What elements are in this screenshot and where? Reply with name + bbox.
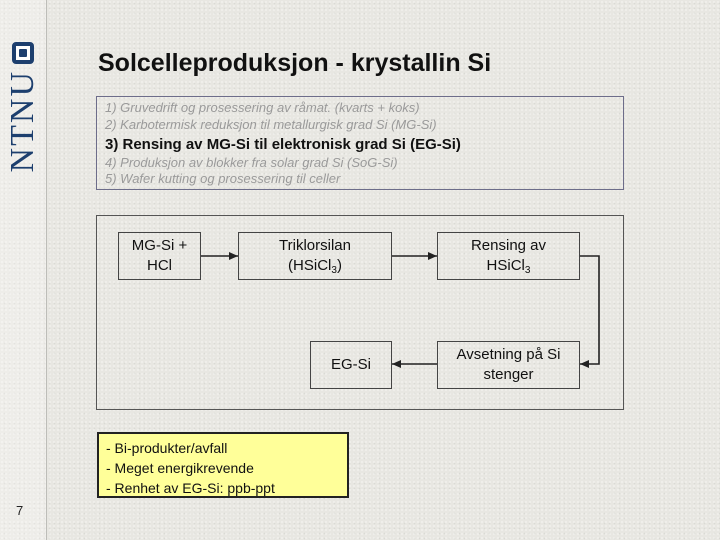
step-3-current: 3) Rensing av MG-Si til elektronisk grad Si (EG-Si)	[105, 136, 461, 153]
slide-title: Solcelleproduksjon - krystallin Si	[98, 49, 492, 77]
logo-text: NTNU	[4, 69, 41, 172]
note-line-byproducts: - Bi-produkter/avfall	[106, 440, 228, 456]
node-rensing-formula: HSiCl	[486, 257, 525, 274]
step-1: 1) Gruvedrift og prosessering av råmat. (kvarts + koks)	[105, 100, 420, 115]
node-mgsi-hcl	[118, 232, 201, 280]
node-avsetning-line2: stenger	[483, 366, 534, 383]
note-line-energy: - Meget energikrevende	[106, 460, 254, 476]
node-mgsi-line1: MG-Si +	[131, 237, 188, 254]
node-avsetning	[437, 341, 580, 389]
node-avsetning-line1: Avsetning på Si	[456, 346, 561, 363]
node-egsi-label: EG-Si	[330, 356, 371, 373]
node-triklorsilan-formula-end: )	[336, 257, 342, 274]
node-egsi	[310, 341, 392, 389]
step-5: 5) Wafer kutting og prosessering til celler	[105, 171, 341, 186]
note-line-purity: - Renhet av EG-Si: ppb-ppt	[106, 480, 275, 496]
node-triklorsilan-line1: Triklorsilan	[279, 237, 351, 254]
arrow-rensing-to-avsetning	[580, 256, 599, 364]
step-4: 4) Produksjon av blokker fra solar grad Si (SoG-Si)	[105, 155, 398, 170]
node-rensing	[437, 232, 580, 280]
notes-box	[97, 432, 349, 498]
step-2: 2) Karbotermisk reduksjon til metallurgisk grad Si (MG-Si)	[105, 117, 437, 132]
node-rensing-line1: Rensing av	[470, 237, 547, 254]
page-number: 7	[16, 503, 24, 518]
node-triklorsilan-subscript: 3	[331, 265, 337, 276]
node-mgsi-line2: HCl	[147, 257, 172, 274]
node-triklorsilan-formula: (HSiCl	[288, 257, 332, 274]
node-rensing-subscript: 3	[524, 265, 531, 276]
node-triklorsilan	[238, 232, 392, 280]
